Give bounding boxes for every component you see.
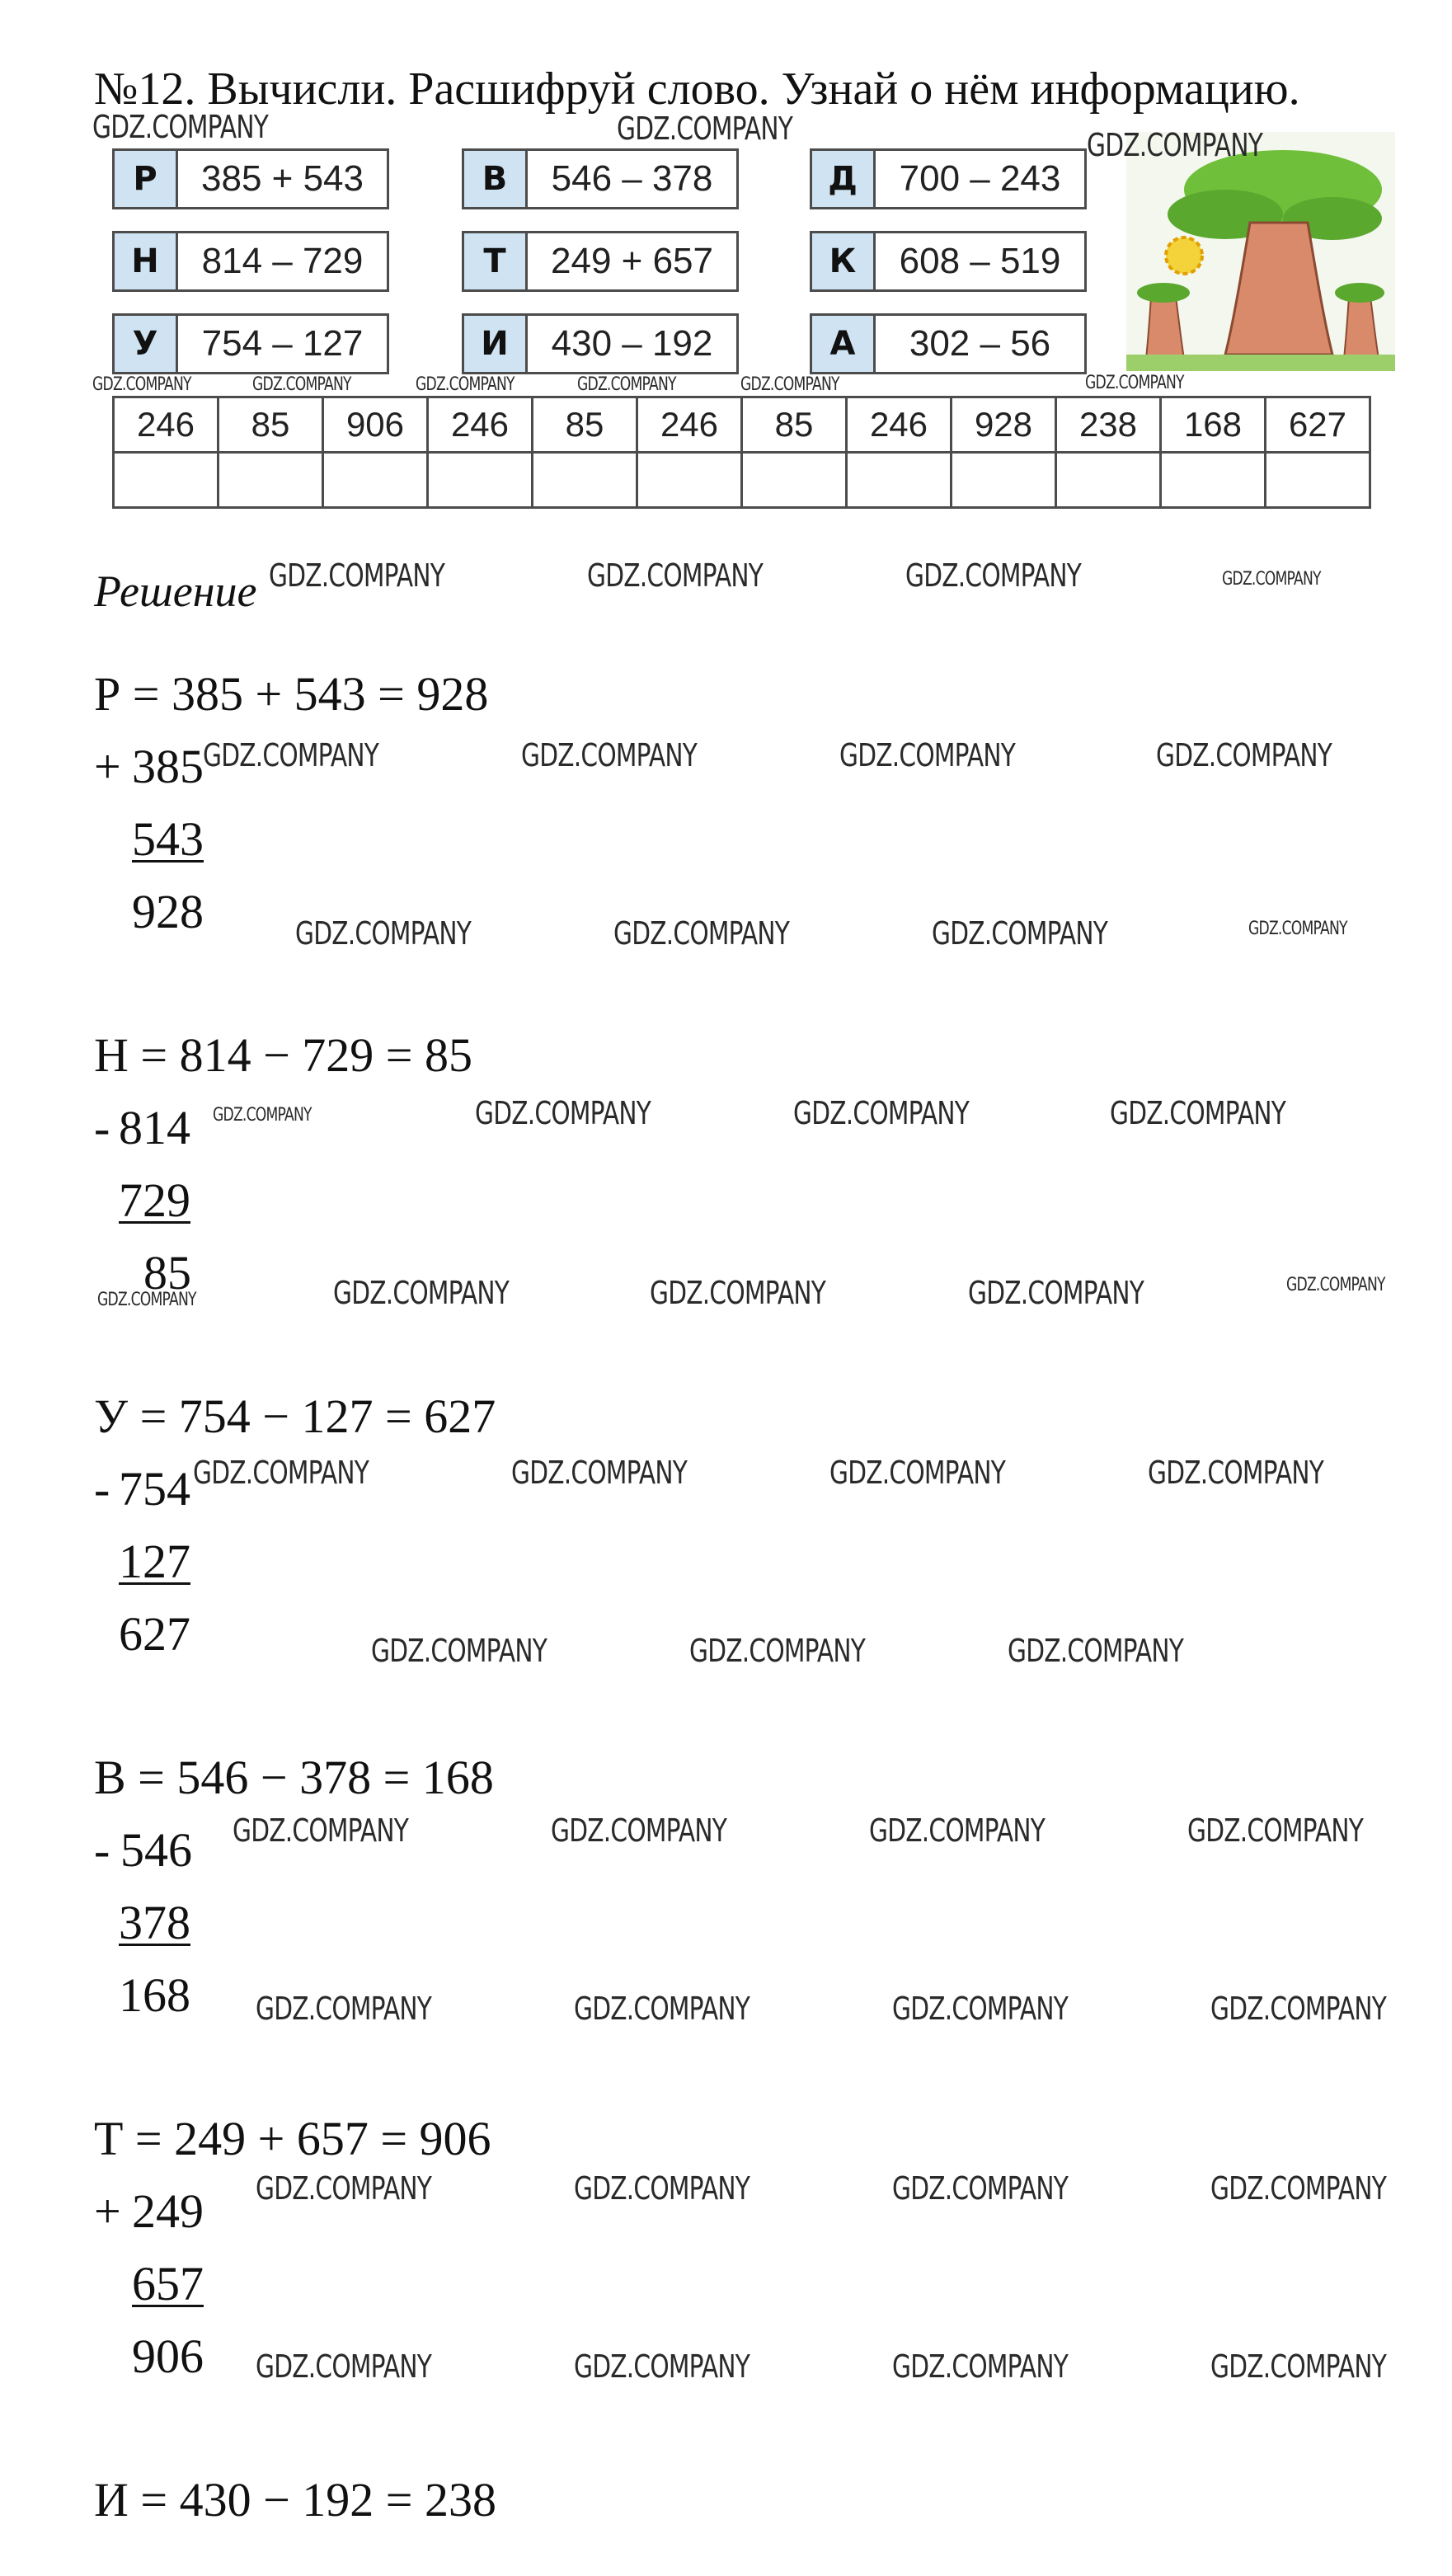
watermark: GDZ.COMPANY [295, 915, 472, 952]
column-result: 85 [143, 1246, 191, 1300]
grid-blank-cell [1161, 453, 1266, 508]
watermark: GDZ.COMPANY [793, 1095, 970, 1131]
watermark: GDZ.COMPANY [1248, 919, 1347, 939]
watermark: GDZ.COMPANY [1187, 1812, 1364, 1849]
watermark: GDZ.COMPANY [1156, 737, 1332, 773]
column-sign: - [94, 1823, 110, 1877]
watermark: GDZ.COMPANY [1210, 1991, 1387, 2027]
watermark: GDZ.COMPANY [511, 1455, 688, 1491]
grid-cell: 246 [428, 397, 533, 453]
grid-blank-cell [1056, 453, 1161, 508]
watermark: GDZ.COMPANY [521, 737, 698, 773]
watermark: GDZ.COMPANY [203, 737, 379, 773]
watermark: GDZ.COMPANY [587, 557, 764, 594]
watermark: GDZ.COMPANY [256, 1991, 432, 2027]
task-box-u [112, 313, 389, 374]
watermark: GDZ.COMPANY [1210, 2170, 1387, 2207]
grid-blank-cell [428, 453, 533, 508]
watermark: GDZ.COMPANY [1222, 569, 1321, 590]
grid-blank-cell [952, 453, 1056, 508]
task-letter: Д [812, 151, 876, 207]
watermark: GDZ.COMPANY [574, 2170, 750, 2207]
watermark: GDZ.COMPANY [475, 1095, 651, 1131]
grid-blank-cell [219, 453, 323, 508]
column-operand-b: 657 [132, 2257, 204, 2310]
task-expression: 302 – 56 [909, 323, 1051, 364]
grid-cell: 627 [1266, 397, 1370, 453]
column-sign: + [94, 740, 121, 793]
grid-blank-cell [1266, 453, 1370, 508]
watermark: GDZ.COMPANY [829, 1455, 1006, 1491]
task-box-n [112, 231, 389, 292]
watermark: GDZ.COMPANY [1148, 1455, 1324, 1491]
grid-cell: 246 [847, 397, 952, 453]
watermark: GDZ.COMPANY [213, 1105, 312, 1126]
task-box-t [462, 231, 739, 292]
task-letter: К [812, 233, 876, 289]
grid-blank-cell [533, 453, 637, 508]
solution-equation: У = 754 − 127 = 627 [94, 1389, 496, 1443]
solution-heading: Решение [94, 566, 257, 616]
watermark: GDZ.COMPANY [932, 915, 1108, 952]
task-letter: А [812, 316, 876, 372]
column-operand-a: 814 [119, 1101, 190, 1154]
grid-blank-cell [637, 453, 742, 508]
task-letter: И [464, 316, 528, 372]
grid-cell: 238 [1056, 397, 1161, 453]
solution-equation: И = 430 − 192 = 238 [94, 2473, 497, 2527]
grid-blank-cell [323, 453, 428, 508]
column-sign: - [94, 1462, 110, 1516]
watermark: GDZ.COMPANY [892, 1991, 1069, 2027]
task-box-a [810, 313, 1087, 374]
task-expression: 608 – 519 [899, 241, 1061, 281]
task-box-v [462, 148, 739, 209]
watermark: GDZ.COMPANY [869, 1812, 1046, 1849]
task-expression: 754 – 127 [201, 323, 364, 364]
solution-equation: Р = 385 + 543 = 928 [94, 667, 489, 721]
watermark: GDZ.COMPANY [689, 1633, 866, 1669]
answer-grid [112, 396, 1371, 509]
grid-blank-cell [114, 453, 219, 508]
grid-cell: 246 [637, 397, 742, 453]
watermark: GDZ.COMPANY [1110, 1095, 1286, 1131]
watermark: GDZ.COMPANY [892, 2348, 1069, 2385]
column-operand-a: 754 [119, 1462, 190, 1516]
watermark: GDZ.COMPANY [1286, 1275, 1385, 1295]
watermark: GDZ.COMPANY [92, 374, 191, 395]
column-operand-a: 546 [120, 1823, 192, 1877]
grid-cell: 928 [952, 397, 1056, 453]
solution-equation: Н = 814 − 729 = 85 [94, 1028, 473, 1082]
watermark: GDZ.COMPANY [333, 1275, 510, 1311]
watermark: GDZ.COMPANY [740, 374, 839, 395]
watermark: GDZ.COMPANY [193, 1455, 369, 1491]
task-box-k [810, 231, 1087, 292]
column-result: 627 [119, 1607, 190, 1661]
watermark: GDZ.COMPANY [577, 374, 676, 395]
task-expression: 385 + 543 [201, 158, 364, 199]
solution-equation: Т = 249 + 657 = 906 [94, 2112, 491, 2165]
task-box-r [112, 148, 389, 209]
watermark: GDZ.COMPANY [371, 1633, 547, 1669]
watermark: GDZ.COMPANY [1210, 2348, 1387, 2385]
task-letter: Н [115, 233, 178, 289]
task-expression: 546 – 378 [551, 158, 713, 199]
task-box-i [462, 313, 739, 374]
page-title: №12. Вычисли. Расшифруй слово. Узнай о нём информацию. [94, 63, 1300, 115]
column-sign: + [94, 2184, 121, 2238]
watermark: GDZ.COMPANY [551, 1812, 727, 1849]
watermark: GDZ.COMPANY [269, 557, 445, 594]
watermark: GDZ.COMPANY [574, 2348, 750, 2385]
watermark: GDZ.COMPANY [892, 2170, 1069, 2207]
column-operand-b: 378 [119, 1896, 190, 1949]
watermark: GDZ.COMPANY [256, 2170, 432, 2207]
watermark: GDZ.COMPANY [650, 1275, 826, 1311]
column-operand-b: 127 [119, 1535, 190, 1588]
watermark: GDZ.COMPANY [905, 557, 1082, 594]
task-letter: Т [464, 233, 528, 289]
grid-cell: 85 [742, 397, 847, 453]
task-letter: У [115, 316, 178, 372]
column-operand-a: 249 [132, 2184, 204, 2238]
column-operand-b: 729 [119, 1173, 190, 1227]
grid-cell: 85 [533, 397, 637, 453]
column-operand-a: 385 [132, 740, 204, 793]
grid-blank-cell [847, 453, 952, 508]
task-letter: Р [115, 151, 178, 207]
task-expression: 700 – 243 [899, 158, 1061, 199]
column-result: 168 [119, 1968, 190, 2022]
column-result: 928 [132, 885, 204, 938]
watermark: GDZ.COMPANY [233, 1812, 409, 1849]
baobab-illustration [1126, 132, 1395, 371]
watermark: GDZ.COMPANY [1008, 1633, 1184, 1669]
watermark: GDZ.COMPANY [256, 2348, 432, 2385]
task-expression: 814 – 729 [201, 241, 364, 281]
column-operand-b: 543 [132, 812, 204, 866]
task-expression: 430 – 192 [551, 323, 713, 364]
column-result: 906 [132, 2329, 204, 2383]
watermark: GDZ.COMPANY [97, 1290, 196, 1310]
watermark: GDZ.COMPANY [1085, 373, 1184, 393]
grid-cell: 906 [323, 397, 428, 453]
watermark: GDZ.COMPANY [839, 737, 1016, 773]
watermark: GDZ.COMPANY [252, 374, 351, 395]
task-box-d [810, 148, 1087, 209]
watermark: GDZ.COMPANY [968, 1275, 1144, 1311]
grid-blank-cell [742, 453, 847, 508]
watermark: GDZ.COMPANY [92, 109, 269, 145]
task-letter: В [464, 151, 528, 207]
watermark: GDZ.COMPANY [416, 374, 515, 395]
grid-cell: 246 [114, 397, 219, 453]
grid-cell: 168 [1161, 397, 1266, 453]
watermark: GDZ.COMPANY [574, 1991, 750, 2027]
watermark: GDZ.COMPANY [617, 110, 793, 147]
column-sign: - [94, 1101, 110, 1154]
grid-cell: 85 [219, 397, 323, 453]
solution-equation: В = 546 − 378 = 168 [94, 1751, 494, 1804]
watermark: GDZ.COMPANY [613, 915, 790, 952]
watermark: GDZ.COMPANY [1087, 127, 1263, 163]
task-expression: 249 + 657 [551, 241, 713, 281]
